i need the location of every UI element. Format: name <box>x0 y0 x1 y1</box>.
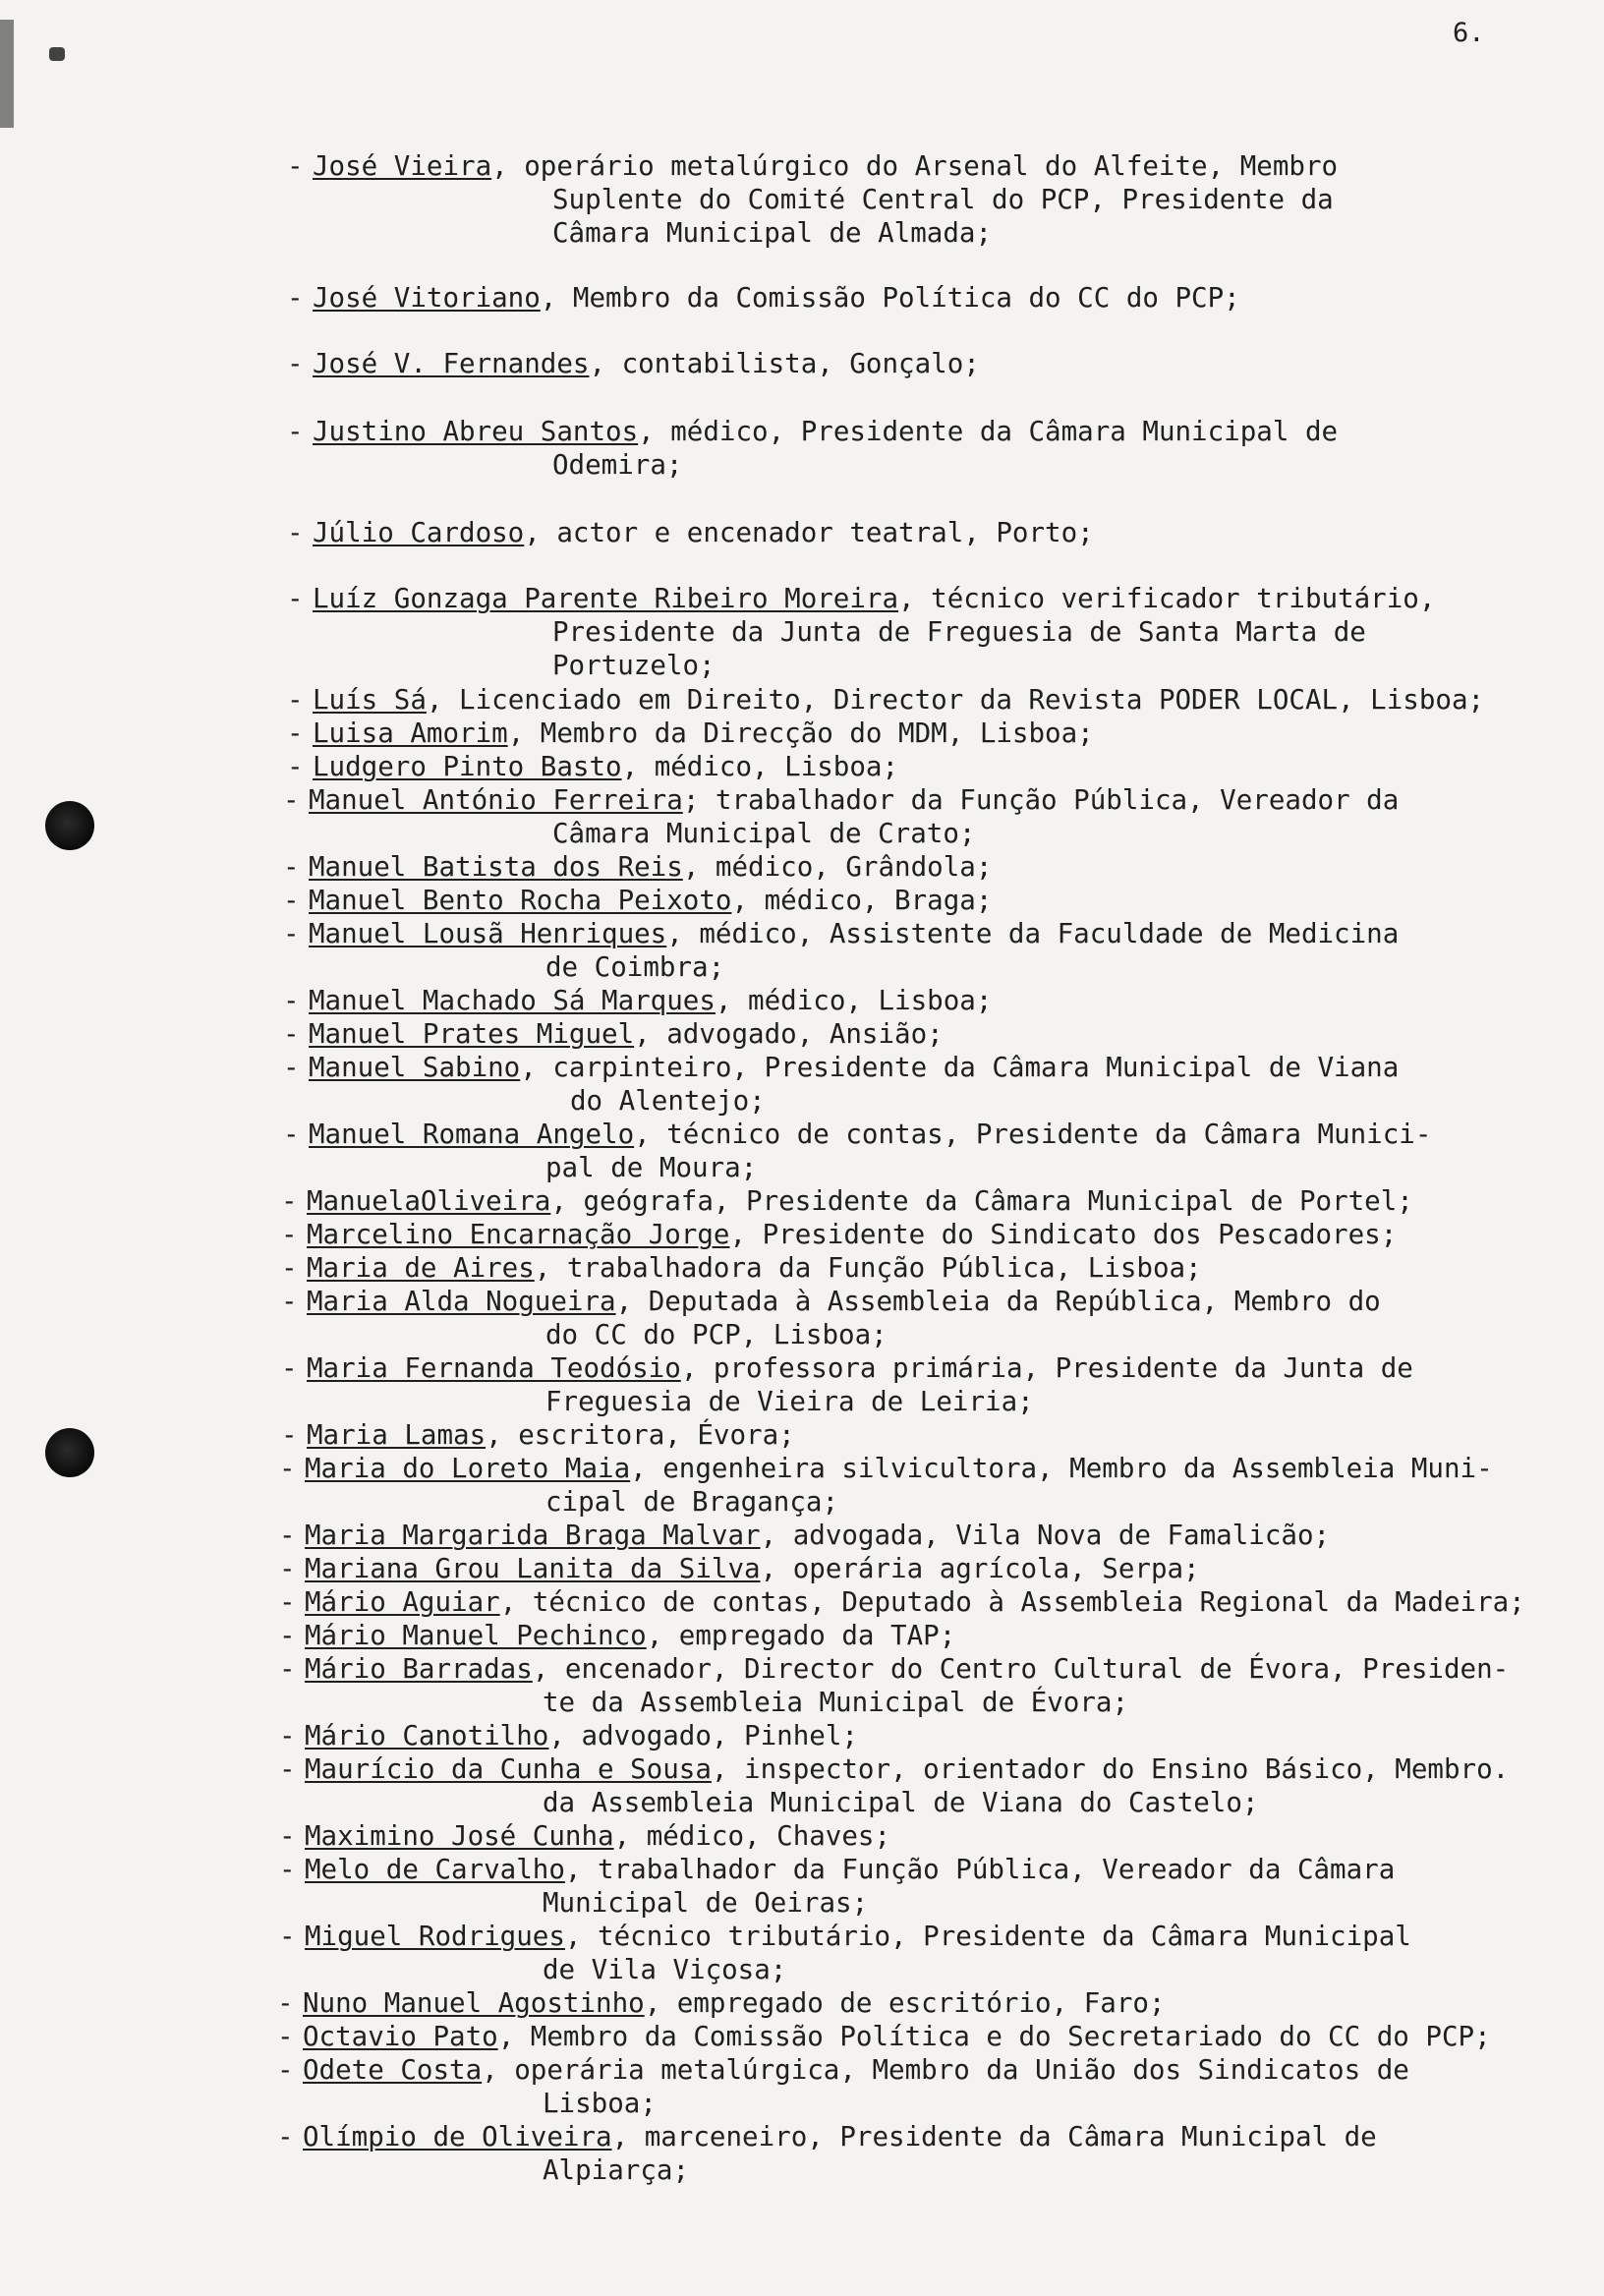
continuation-line: Lisboa; <box>543 2088 657 2119</box>
person-name: Manuel Machado Sá Marques <box>309 985 716 1016</box>
list-item <box>287 717 1094 750</box>
list-item <box>279 1552 1200 1585</box>
person-name: Justino Abreu Santos <box>313 416 639 447</box>
list-item <box>287 516 1094 549</box>
person-name: Maria de Aires <box>307 1252 535 1284</box>
list-item <box>287 750 898 783</box>
person-description: , Licenciado em Direito, Director da Revista PODER LOCAL, Lisboa; <box>426 684 1485 716</box>
list-item <box>279 1719 858 1752</box>
list-item <box>279 1920 1411 1986</box>
bullet-dash: - <box>287 718 304 749</box>
person-name: José Vitoriano <box>313 282 541 314</box>
continuation-line: do CC do PCP, Lisboa; <box>545 1319 888 1350</box>
person-name: Mário Manuel Pechinco <box>305 1620 647 1651</box>
entry-line <box>283 1118 1431 1151</box>
person-description: , actor e encenador teatral, Porto; <box>524 517 1094 548</box>
continuation-line: Presidente da Junta de Freguesia de Santa Marta de <box>552 616 1366 648</box>
entry-line <box>287 281 1240 315</box>
list-item <box>287 683 1484 717</box>
continuation-line: Câmara Municipal de Crato; <box>552 818 976 849</box>
list-item <box>279 1752 1509 1819</box>
bullet-dash: - <box>279 1753 296 1785</box>
list-item <box>279 1585 1525 1619</box>
entry-line <box>283 917 1399 950</box>
bullet-dash: - <box>283 885 300 916</box>
entry-line <box>287 149 1338 183</box>
entry-line <box>277 1986 1166 2020</box>
bullet-dash: - <box>283 1052 300 1083</box>
list-item <box>279 1519 1330 1552</box>
list-item <box>283 884 992 917</box>
continuation-line: de Coimbra; <box>545 951 725 983</box>
list-item <box>281 1351 1413 1418</box>
entry-line <box>283 984 992 1017</box>
entry-line <box>281 1285 1381 1318</box>
bullet-dash: - <box>281 1286 298 1317</box>
person-description: , Membro da Comissão Política e do Secretariado do CC do PCP; <box>497 2021 1491 2052</box>
person-description: , médico, Chaves; <box>613 1820 891 1852</box>
person-description: , Membro da Direcção do MDM, Lisboa; <box>507 718 1094 749</box>
person-name: Maria Margarida Braga Malvar <box>305 1520 761 1551</box>
continuation-line: Portuzelo; <box>552 650 716 681</box>
bullet-dash: - <box>281 1352 298 1384</box>
list-item <box>279 1819 890 1853</box>
list-item <box>283 1118 1431 1184</box>
bullet-dash: - <box>287 684 304 716</box>
entry-line <box>277 2020 1491 2053</box>
person-description: , operária agrícola, Serpa; <box>760 1553 1200 1584</box>
person-description: , carpinteiro, Presidente da Câmara Municipal de Viana <box>520 1052 1400 1083</box>
person-name: José Vieira <box>313 150 492 182</box>
entry-line <box>287 415 1338 448</box>
person-name: Luisa Amorim <box>313 718 508 749</box>
entry-line <box>281 1351 1413 1385</box>
person-description: , professora primária, Presidente da Junta de <box>680 1352 1413 1384</box>
person-name: Miguel Rodrigues <box>305 1921 565 1952</box>
entry-line <box>283 1017 944 1051</box>
list-item <box>283 1051 1399 1118</box>
person-name: Luíz Gonzaga Parente Ribeiro Moreira <box>313 583 899 614</box>
list-item <box>279 1652 1509 1719</box>
person-name: Júlio Cardoso <box>313 517 525 548</box>
bullet-dash: - <box>287 282 304 314</box>
person-name: Olímpio de Oliveira <box>303 2121 612 2152</box>
entry-line <box>283 783 1399 817</box>
bullet-dash: - <box>283 918 300 949</box>
person-name: Manuel Prates Miguel <box>309 1018 635 1050</box>
person-description: , encenador, Director do Centro Cultural de Évora, Presiden- <box>532 1653 1510 1685</box>
person-name: Manuel Sabino <box>309 1052 521 1083</box>
person-description: , médico, Presidente da Câmara Municipal de <box>638 416 1339 447</box>
person-description: , contabilista, Gonçalo; <box>589 348 980 379</box>
person-description: , Deputada à Assembleia da República, Membro do <box>615 1286 1381 1317</box>
person-description: , advogado, Pinhel; <box>548 1720 858 1751</box>
person-description: , advogado, Ansião; <box>634 1018 944 1050</box>
entry-line <box>279 1585 1525 1619</box>
person-name: Mário Barradas <box>305 1653 533 1685</box>
entry-line <box>279 1619 955 1652</box>
bullet-dash: - <box>287 348 304 379</box>
list-item <box>281 1184 1413 1218</box>
bullet-dash: - <box>279 1720 296 1751</box>
person-description: , inspector, orientador do Ensino Básico, Membro. <box>711 1753 1510 1785</box>
list-item <box>277 2020 1491 2053</box>
person-name: Maximino José Cunha <box>305 1820 614 1852</box>
person-name: Mário Canotilho <box>305 1720 549 1751</box>
list-item <box>279 1853 1395 1920</box>
list-item <box>277 1986 1166 2020</box>
continuation-line: Municipal de Oeiras; <box>543 1887 869 1919</box>
person-description: , técnico tributário, Presidente da Câmara Municipal <box>564 1921 1411 1952</box>
person-name: Manuel Lousã Henriques <box>309 918 667 949</box>
entry-line <box>279 1819 890 1853</box>
person-name: Nuno Manuel Agostinho <box>303 1987 645 2019</box>
list-item <box>277 2120 1377 2187</box>
person-description: , escritora, Évora; <box>486 1419 795 1451</box>
entry-line <box>281 1184 1413 1218</box>
person-name: Maria Lamas <box>307 1419 487 1451</box>
bullet-dash: - <box>279 1820 296 1852</box>
bullet-dash: - <box>279 1620 296 1651</box>
list-item <box>283 917 1399 984</box>
entry-line <box>287 683 1484 717</box>
continuation-line: Alpiarça; <box>543 2154 690 2186</box>
bullet-dash: - <box>277 2054 294 2086</box>
bullet-dash: - <box>279 1653 296 1685</box>
list-item <box>281 1418 795 1452</box>
list-item <box>281 1251 1202 1285</box>
bullet-dash: - <box>287 150 304 182</box>
list-item <box>277 2053 1409 2120</box>
person-description: , trabalhador da Função Pública, Vereador da Câmara <box>564 1854 1396 1885</box>
list-item <box>281 1218 1397 1251</box>
person-name: Mariana Grou Lanita da Silva <box>305 1553 761 1584</box>
continuation-line: te da Assembleia Municipal de Évora; <box>543 1687 1129 1718</box>
person-name: Manuel Romana Angelo <box>309 1119 635 1150</box>
person-name: Luís Sá <box>313 684 427 716</box>
person-name: Maurício da Cunha e Sousa <box>305 1753 712 1785</box>
person-description: , geógrafa, Presidente da Câmara Municipal de Portel; <box>550 1185 1413 1217</box>
bullet-dash: - <box>279 1453 296 1484</box>
bullet-dash: - <box>287 751 304 782</box>
bullet-dash: - <box>281 1185 298 1217</box>
entry-line <box>283 850 992 884</box>
person-description: , Membro da Comissão Política do CC do PCP; <box>540 282 1240 314</box>
page-number: 6. <box>1453 18 1485 48</box>
list-item <box>287 149 1338 250</box>
person-description: , médico, Assistente da Faculdade de Medicina <box>666 918 1400 949</box>
bullet-dash: - <box>279 1854 296 1885</box>
list-item <box>283 783 1399 850</box>
person-description: , operária metalúrgica, Membro da União dos Sindicatos de <box>482 2054 1409 2086</box>
bullet-dash: - <box>279 1553 296 1584</box>
list-item <box>283 984 992 1017</box>
bullet-dash: - <box>281 1219 298 1250</box>
list-item <box>279 1619 955 1652</box>
punch-hole-bottom <box>45 1428 94 1477</box>
person-name: Odete Costa <box>303 2054 483 2086</box>
entry-line <box>287 717 1094 750</box>
continuation-line: de Vila Viçosa; <box>543 1954 787 1985</box>
bullet-dash: - <box>279 1921 296 1952</box>
person-description: , médico, Grândola; <box>682 851 993 883</box>
person-name: Ludgero Pinto Basto <box>313 751 622 782</box>
bullet-dash: - <box>281 1252 298 1284</box>
bullet-dash: - <box>279 1586 296 1618</box>
entry-line <box>277 2120 1377 2153</box>
entry-line <box>279 1652 1509 1686</box>
entry-line <box>283 884 992 917</box>
bullet-dash: - <box>283 784 300 816</box>
person-description: , técnico de contas, Deputado à Assembleia Regional da Madeira; <box>499 1586 1525 1618</box>
person-description: , Presidente do Sindicato dos Pescadores; <box>729 1219 1398 1250</box>
person-description: , advogada, Vila Nova de Famalicão; <box>760 1520 1331 1551</box>
entry-line <box>277 2053 1409 2087</box>
list-item <box>283 850 992 884</box>
person-name: Maria do Loreto Maia <box>305 1453 631 1484</box>
person-description: , empregado da TAP; <box>646 1620 956 1651</box>
entry-line <box>283 1051 1399 1084</box>
bullet-dash: - <box>283 985 300 1016</box>
entry-line <box>287 582 1435 615</box>
punch-hole-top <box>45 801 94 850</box>
person-name: Marcelino Encarnação Jorge <box>307 1219 730 1250</box>
bullet-dash: - <box>277 1987 294 2019</box>
person-name: Manuel Batista dos Reis <box>309 851 683 883</box>
person-name: Manuel Bento Rocha Peixoto <box>309 885 732 916</box>
bullet-dash: - <box>283 1119 300 1150</box>
person-name: José V. Fernandes <box>313 348 590 379</box>
entry-line <box>287 516 1094 549</box>
entry-line <box>287 347 980 380</box>
entry-line <box>281 1251 1202 1285</box>
bullet-dash: - <box>283 851 300 883</box>
person-name: ManuelaOliveira <box>307 1185 551 1217</box>
bullet-dash: - <box>287 583 304 614</box>
person-description: , engenheira silvicultora, Membro da Assembleia Muni- <box>630 1453 1493 1484</box>
list-item <box>287 415 1338 482</box>
list-item <box>287 582 1435 682</box>
person-description: , marceneiro, Presidente da Câmara Municipal de <box>611 2121 1377 2152</box>
person-description: , operário metalúrgico do Arsenal do Alfeite, Membro <box>491 150 1339 182</box>
person-name: Mário Aguiar <box>305 1586 500 1618</box>
list-item <box>287 281 1240 315</box>
entry-line <box>279 1853 1395 1886</box>
entry-line <box>279 1719 858 1752</box>
person-description: , trabalhadora da Função Pública, Lisboa; <box>534 1252 1202 1284</box>
entry-line <box>281 1218 1397 1251</box>
continuation-line: do Alentejo; <box>570 1085 766 1117</box>
continuation-line: Freguesia de Vieira de Leiria; <box>545 1386 1034 1417</box>
person-description: , empregado de escritório, Faro; <box>644 1987 1166 2019</box>
person-name: Maria Alda Nogueira <box>307 1286 616 1317</box>
person-description: , médico, Lisboa; <box>621 751 899 782</box>
list-item <box>287 347 980 380</box>
person-name: Octavio Pato <box>303 2021 498 2052</box>
continuation-line: Suplente do Comité Central do PCP, Presidente da <box>552 184 1334 215</box>
continuation-line: Odemira; <box>552 449 683 481</box>
person-description: , médico, Lisboa; <box>715 985 993 1016</box>
bullet-dash: - <box>283 1018 300 1050</box>
bullet-dash: - <box>287 416 304 447</box>
bullet-dash: - <box>281 1419 298 1451</box>
entry-line <box>279 1552 1200 1585</box>
entry-line <box>281 1418 795 1452</box>
continuation-line: cipal de Bragança; <box>545 1486 839 1518</box>
entry-line <box>279 1920 1411 1953</box>
margin-mark <box>49 47 65 61</box>
person-description: , técnico de contas, Presidente da Câmara Munici- <box>634 1119 1432 1150</box>
person-description: , médico, Braga; <box>731 885 993 916</box>
entry-line <box>279 1519 1330 1552</box>
person-name: Melo de Carvalho <box>305 1854 565 1885</box>
entry-line <box>279 1752 1509 1786</box>
person-name: Maria Fernanda Teodósio <box>307 1352 681 1384</box>
entry-line <box>279 1452 1493 1485</box>
continuation-line: Câmara Municipal de Almada; <box>552 217 993 249</box>
bullet-dash: - <box>277 2021 294 2052</box>
bullet-dash: - <box>279 1520 296 1551</box>
person-description: ; trabalhador da Função Pública, Vereador da <box>682 784 1400 816</box>
entry-line <box>287 750 898 783</box>
continuation-line: da Assembleia Municipal de Viana do Castelo; <box>543 1787 1259 1818</box>
list-item <box>283 1017 944 1051</box>
person-name: Manuel António Ferreira <box>309 784 683 816</box>
list-item <box>281 1285 1381 1351</box>
bullet-dash: - <box>277 2121 294 2152</box>
bullet-dash: - <box>287 517 304 548</box>
person-description: , técnico verificador tributário, <box>898 583 1436 614</box>
continuation-line: pal de Moura; <box>545 1152 758 1183</box>
list-item <box>279 1452 1493 1519</box>
margin-mark <box>0 20 14 128</box>
